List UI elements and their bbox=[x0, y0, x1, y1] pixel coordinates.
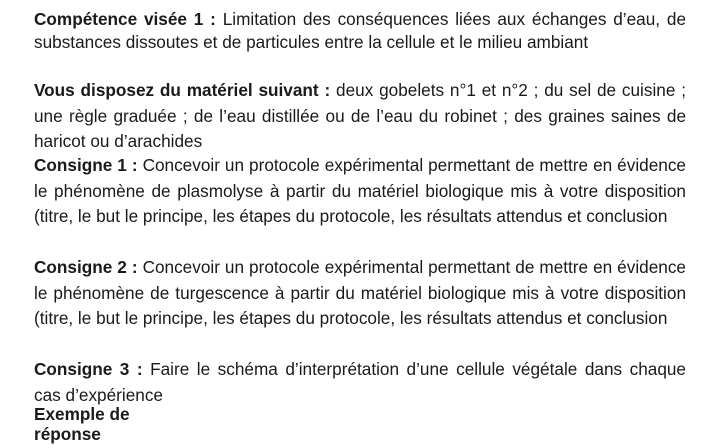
consigne-3-label: Consigne 3 : bbox=[34, 359, 143, 379]
competence-text: Limitation des conséquences liées aux échanges d’eau, de substances dissoutes et de particules entre la cellule et le milieu ambiant bbox=[34, 9, 686, 52]
consigne-2-text: Concevoir un protocole expérimental permettant de mettre en évidence le phénomène de turgescence à partir du matériel biologique mis à votre disposition (titre, le but le principe, les étapes du protocole, les résultats attendus et conclusion bbox=[34, 257, 686, 328]
consigne-1-text: Concevoir un protocole expérimental permettant de mettre en évidence le phénomène de plasmolyse à partir du matériel biologique mis à votre disposition (titre, le but le principe, les étapes du protocole, les résultats attendus et conclusion bbox=[34, 155, 686, 226]
competence-paragraph bbox=[34, 8, 686, 53]
consigne-2-label: Consigne 2 : bbox=[34, 257, 138, 277]
consigne-3-text: Faire le schéma d’interprétation d’une cellule végétale dans chaque cas d’expérience bbox=[34, 359, 686, 405]
cut-off-line bbox=[34, 404, 174, 444]
cut-off-text: Exemple de réponse bbox=[34, 404, 130, 444]
materiel-text: deux gobelets n°1 et n°2 ; du sel de cuisine ; une règle graduée ; de l’eau distillée ou de l’eau du robinet ; des graines saines de haricot ou d’arachides bbox=[34, 80, 686, 151]
consigne-1-paragraph bbox=[34, 153, 686, 230]
competence-label: Compétence visée 1 : bbox=[34, 9, 216, 29]
consigne-2-paragraph bbox=[34, 255, 686, 332]
materiel-paragraph bbox=[34, 78, 686, 155]
materiel-label: Vous disposez du matériel suivant : bbox=[34, 80, 331, 100]
consigne-1-label: Consigne 1 : bbox=[34, 155, 138, 175]
consigne-3-paragraph bbox=[34, 357, 686, 408]
